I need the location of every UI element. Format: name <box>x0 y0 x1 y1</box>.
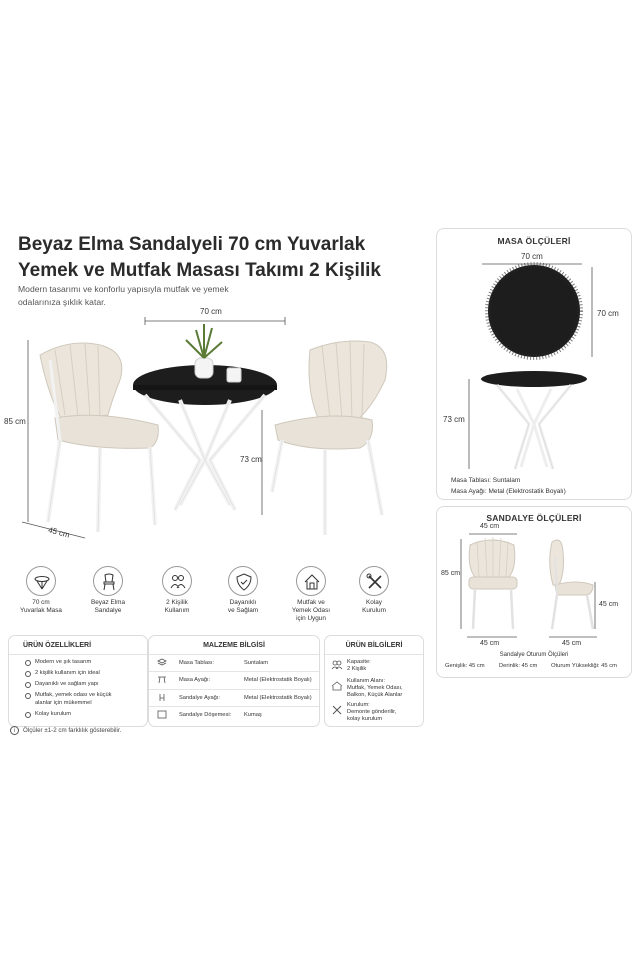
right-chair <box>272 341 387 535</box>
product-info-heading: ÜRÜN BİLGİLERİ <box>345 642 403 649</box>
setup-key: Kurulum: <box>347 702 370 708</box>
subtitle-line-1: Modern tasarımı ve konforlu yapısıyla mutfak ve yemek <box>18 284 229 294</box>
title-line-2: Yemek ve Mutfak Masası Takımı 2 Kişilik <box>18 260 381 281</box>
house-icon <box>303 573 321 591</box>
product-title <box>18 232 418 284</box>
material-value: Metal (Elektrostatik Boyalı) <box>244 695 312 701</box>
table-panel-height: 73 cm <box>443 415 465 424</box>
material-value: Suntalam <box>244 660 269 666</box>
left-chair <box>40 343 158 532</box>
check-icon <box>25 712 31 718</box>
table-panel-heading: MASA ÖLÇÜLERİ <box>497 236 571 246</box>
feature-item: Modern ve şık tasarım <box>35 659 91 667</box>
feature-item: Mutfak, yemek odası ve küçük <box>35 692 112 700</box>
feature-durable: Dayanıklı ve Sağlam <box>213 566 273 615</box>
feature-item: Dayanıklı ve sağlam yapı <box>35 681 99 689</box>
main-chair-depth-label: 45 cm <box>47 525 71 540</box>
table-leg-icon <box>157 675 167 688</box>
chair-seat-depth: Derinlik: 45 cm <box>499 663 538 669</box>
table-panel-depth: 70 cm <box>597 309 619 318</box>
people-icon <box>169 573 187 591</box>
material-value: Kumaş <box>244 712 262 718</box>
feature-item-cont: alanlar için mükemmel <box>35 700 92 706</box>
material-key: Masa Tablası: <box>179 660 214 666</box>
material-key: Sandalye Döşemesi: <box>179 712 232 718</box>
check-icon <box>25 660 31 666</box>
material-value: Metal (Elektrostatik Boyalı) <box>244 677 312 683</box>
layers-icon <box>157 658 167 671</box>
chair-height: 85 cm <box>441 570 461 577</box>
measurement-note: Ölçüler ±1-2 cm farklılık gösterebilir. <box>23 727 122 734</box>
people-icon <box>331 660 343 674</box>
table-leg-material: Masa Ayağı: Metal (Elektrostatik Boyalı) <box>451 488 566 495</box>
table-dimensions-panel <box>436 228 632 500</box>
tools-icon <box>331 705 343 719</box>
check-icon <box>25 693 31 699</box>
chair-width-top: 45 cm <box>480 523 500 530</box>
materials-heading: MALZEME BİLGİSİ <box>203 642 265 649</box>
table-panel-width: 70 cm <box>521 252 543 261</box>
capacity-value: 2 Kişilik <box>347 666 367 672</box>
chair-seat-height: 45 cm <box>599 601 619 608</box>
feature-easy-setup: Kolay Kurulum <box>344 566 404 615</box>
table-side-view <box>481 371 587 387</box>
table-diagram <box>437 229 633 501</box>
material-key: Sandalye Ayağı: <box>179 695 221 701</box>
chair-depth-bottom: 45 cm <box>562 640 582 647</box>
table-top-material: Masa Tablası: Suntalam <box>451 477 521 484</box>
usage-value-2: Balkon, Küçük Alanlar <box>347 692 403 698</box>
chair-icon <box>100 573 118 591</box>
check-icon <box>25 682 31 688</box>
main-chair-height-label: 85 cm <box>4 417 26 426</box>
main-table <box>133 324 277 510</box>
capacity-key: Kapasite: <box>347 659 371 665</box>
feature-two-person: 2 Kişilik Kullanım <box>147 566 207 615</box>
feature-item: 2 kişilik kullanım için ideal <box>35 670 100 678</box>
feature-item: Kolay kurulum <box>35 711 71 719</box>
title-line-1: Beyaz Elma Sandalyeli 70 cm Yuvarlak <box>18 234 366 255</box>
fabric-icon <box>157 710 167 723</box>
chair-leg-icon <box>157 693 167 706</box>
chair-seat-caption: Sandalye Oturum Ölçüleri <box>499 652 569 658</box>
setup-value-2: kolay kurulum <box>347 716 383 722</box>
chair-dimensions-panel <box>436 506 632 678</box>
chair-seat-width: Genişlik: 45 cm <box>445 663 485 669</box>
chair-seat-height-text: Oturum Yüksekliği: 45 cm <box>551 663 617 669</box>
feature-round-table: 70 cm Yuvarlak Masa <box>11 566 71 615</box>
chair-width-bottom: 45 cm <box>480 640 500 647</box>
setup-value-1: Demonte gönderilir, <box>347 709 397 715</box>
chair-panel-heading: SANDALYE ÖLÇÜLERİ <box>486 513 582 523</box>
subtitle-line-2: odalarınıza şıklık katar. <box>18 297 106 307</box>
info-icon: i <box>10 726 19 735</box>
product-features-box <box>8 635 148 727</box>
check-icon <box>25 671 31 677</box>
product-features-heading: ÜRÜN ÖZELLİKLERİ <box>23 642 92 649</box>
house-icon <box>331 681 343 695</box>
main-width-label: 70 cm <box>200 307 222 316</box>
tools-icon <box>366 573 384 591</box>
shield-icon <box>235 573 253 591</box>
product-info-box <box>324 635 424 727</box>
feature-chair: Beyaz Elma Sandalye <box>78 566 138 615</box>
materials-box <box>148 635 320 727</box>
round-table-icon <box>33 573 51 591</box>
product-illustration <box>0 300 420 560</box>
usage-value-1: Mutfak, Yemek Odası, <box>347 685 403 691</box>
main-table-height-label: 73 cm <box>240 455 262 464</box>
usage-key: Kullanım Alanı: <box>347 678 385 684</box>
material-key: Masa Ayağı: <box>179 677 211 683</box>
feature-kitchen: Mutfak ve Yemek Odası için Uygun <box>281 566 341 623</box>
